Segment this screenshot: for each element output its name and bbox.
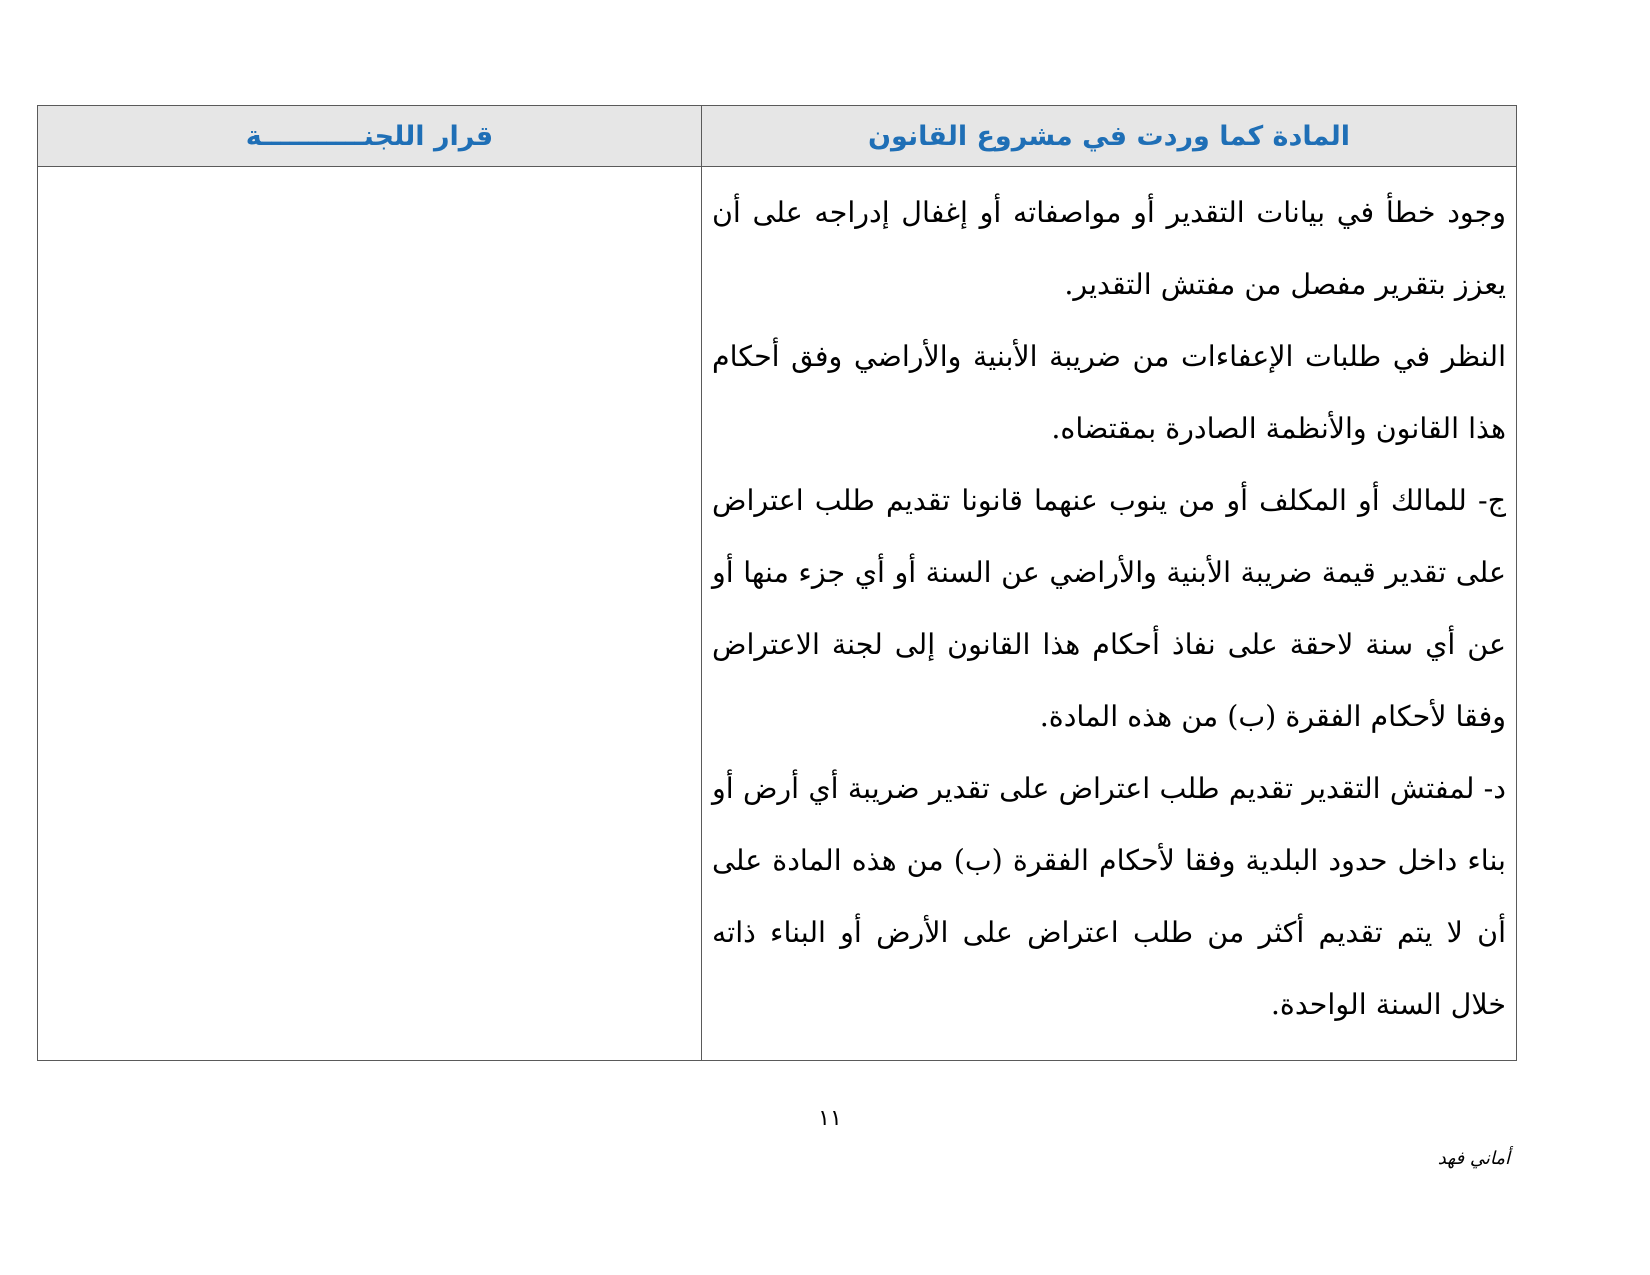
signature: أماني فهد xyxy=(1437,1148,1510,1169)
table-body-row xyxy=(38,167,1516,1060)
header-article-column: المادة كما وردت في مشروع القانون xyxy=(701,106,1516,166)
article-paragraph: د- لمفتش التقدير تقديم طلب اعتراض على تقدير ضريبة أي أرض أو بناء داخل حدود البلدية وفقا لأحكام الفقرة (ب) من هذه المادة على أن لا يتم تقديم أكثر من طلب اعتراض على الأرض أو البناء ذاته خلال السنة الواحدة. xyxy=(712,772,1506,1021)
comparison-table xyxy=(37,105,1517,1061)
header-decision-column: قرار اللجنـــــــــــة xyxy=(245,120,494,152)
article-text-cell xyxy=(701,167,1516,1060)
page-number: ١١ xyxy=(818,1106,842,1131)
decision-cell xyxy=(38,167,701,1060)
article-paragraph: النظر في طلبات الإعفاءات من ضريبة الأبنية والأراضي وفق أحكام هذا القانون والأنظمة الصادرة بمقتضاه. xyxy=(712,340,1506,445)
table-header-row xyxy=(38,106,1516,167)
article-paragraph: ج- للمالك أو المكلف أو من ينوب عنهما قانونا تقديم طلب اعتراض على تقدير قيمة ضريبة الأبنية والأراضي عن السنة أو أي جزء منها أو عن أي سنة لاحقة على نفاذ أحكام هذا القانون إلى لجنة الاعتراض وفقا لأحكام الفقرة (ب) من هذه المادة. xyxy=(712,484,1506,733)
article-paragraph: وجود خطأ في بيانات التقدير أو مواصفاته أو إغفال إدراجه على أن يعزز بتقرير مفصل من مفتش التقدير. xyxy=(712,196,1506,301)
